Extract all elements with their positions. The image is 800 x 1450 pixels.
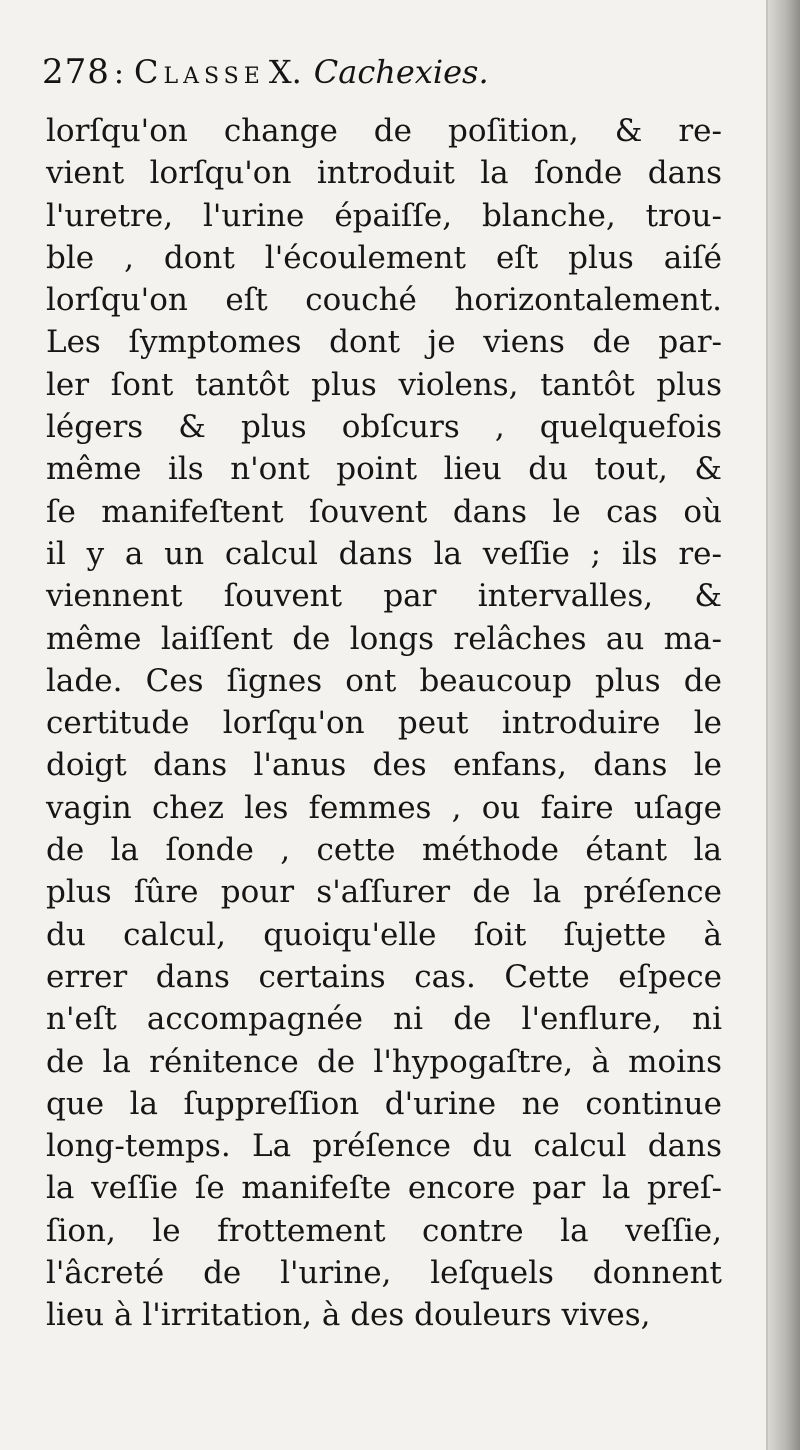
page-number: 278	[42, 52, 110, 92]
text-line: lade. Ces ſignes ont beaucoup plus de	[46, 662, 722, 699]
text-line: l'uretre, l'urine épaiſſe, blanche, trou-	[46, 197, 722, 234]
text-line: ble , dont l'écoulement eſt plus aiſé	[46, 239, 722, 276]
class-number: X.	[268, 53, 302, 91]
text-line: légers & plus obſcurs , quelquefois	[46, 409, 722, 446]
header-separator: :	[113, 56, 125, 91]
text-line: doigt dans l'anus des enfans, dans le	[46, 747, 722, 784]
text-line: que la ſuppreſſion d'urine ne continue	[46, 1085, 722, 1122]
text-line: même laiſſent de longs relâches au ma-	[46, 620, 722, 657]
text-line: il y a un calcul dans la veſſie ; ils re-	[46, 535, 722, 572]
text-line: même ils n'ont point lieu du tout, &	[46, 451, 722, 488]
text-line: plus ſûre pour s'aſſurer de la préſence	[46, 874, 722, 911]
text-line: Les ſymptomes dont je viens de par-	[46, 324, 722, 361]
text-line: lorſqu'on change de poſition, & re-	[46, 113, 722, 149]
text-line: ſe manifeſtent ſouvent dans le cas où	[46, 493, 722, 530]
page-gutter-shadow	[768, 0, 800, 1450]
text-line: long-temps. La préſence du calcul dans	[46, 1128, 722, 1165]
text-line: lorſqu'on eſt couché horizontalement.	[46, 282, 722, 319]
text-line: de la rénitence de l'hypogaſtre, à moins	[46, 1043, 722, 1080]
text-line: errer dans certains cas. Cette eſpece	[46, 958, 722, 995]
text-line: la veſſie ſe manifeſte encore par la preſ-	[46, 1170, 722, 1207]
running-header	[42, 52, 489, 92]
class-label: Classe	[134, 53, 265, 91]
text-line: vagin chez les femmes , ou faire uſage	[46, 789, 722, 826]
body-text	[46, 110, 722, 1337]
text-line: viennent ſouvent par intervalles, &	[46, 578, 722, 615]
text-line: vient lorſqu'on introduit la ſonde dans	[46, 155, 722, 192]
chapter-title: Cachexies.	[313, 53, 489, 91]
text-line: ler ſont tantôt plus violens, tantôt plus	[46, 366, 722, 403]
text-line: lieu à l'irritation, à des douleurs vives,	[46, 1297, 651, 1334]
text-line: certitude lorſqu'on peut introduire le	[46, 705, 722, 742]
text-line: du calcul, quoiqu'elle ſoit ſujette à	[46, 916, 722, 953]
text-line: n'eſt accompagnée ni de l'enflure, ni	[46, 1001, 722, 1038]
text-line: de la ſonde , cette méthode étant la	[46, 832, 722, 869]
text-line: l'âcreté de l'urine, leſquels donnent	[46, 1255, 722, 1292]
text-line: ſion, le frottement contre la veſſie,	[46, 1212, 722, 1249]
